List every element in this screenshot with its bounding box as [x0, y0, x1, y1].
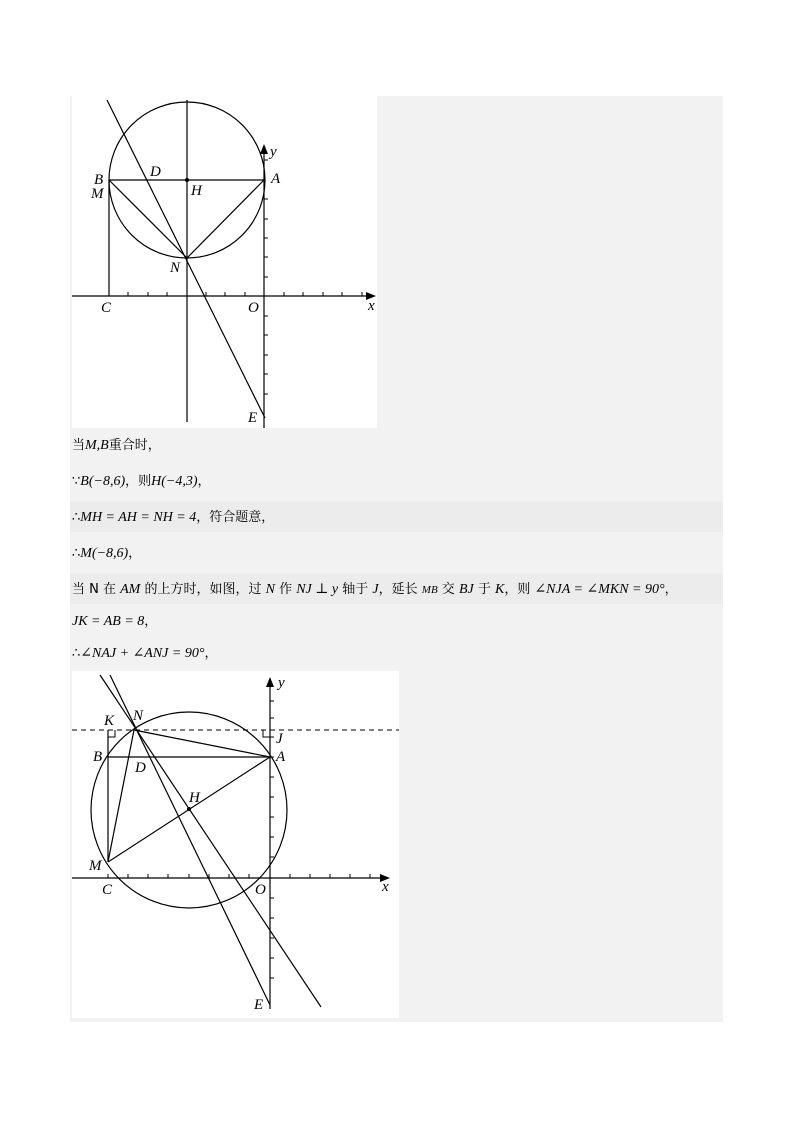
label-c: C	[102, 882, 113, 898]
y-axis-arrow	[260, 144, 268, 154]
text-line-6: JK = AB = 8，	[72, 614, 158, 629]
label-m: M	[89, 858, 102, 874]
label-h: H	[189, 790, 200, 806]
label-n: N	[170, 260, 181, 276]
y-axis-arrow	[266, 677, 274, 687]
label-o: O	[255, 882, 266, 898]
line-de	[110, 675, 270, 1005]
label-n: N	[133, 708, 144, 724]
label-m: M	[91, 186, 104, 202]
figure-2	[72, 671, 399, 1018]
line-nh	[100, 675, 321, 1007]
figure-2-diagram	[72, 671, 399, 1018]
label-a: A	[276, 749, 286, 765]
label-b: B	[93, 749, 103, 765]
figure-1-diagram	[72, 96, 377, 428]
right-angle-j	[263, 730, 270, 737]
label-b: B	[94, 172, 104, 188]
right-angle-k	[108, 730, 115, 737]
segment-bn	[109, 180, 187, 258]
label-o: O	[248, 300, 259, 316]
label-c: C	[101, 300, 112, 316]
label-x: x	[382, 879, 389, 895]
point-h	[187, 807, 191, 811]
text-line-5: 当 N 在 AM 的上方时，如图，过 N 作 NJ ⊥ y 轴于 J，延长 MB 交 BJ 于 K，则 ∠NJA = ∠MKN = 90°，	[70, 574, 723, 604]
label-e: E	[248, 410, 258, 426]
label-h: H	[191, 183, 202, 199]
label-y: y	[270, 144, 277, 160]
text-line-3: ∴MH = AH = NH = 4，符合题意，	[70, 502, 723, 532]
text-line-1: 当M,B重合时，	[72, 438, 161, 453]
label-e: E	[254, 997, 264, 1013]
label-x: x	[368, 298, 375, 314]
line-de	[107, 100, 265, 418]
label-d: D	[135, 760, 146, 776]
text-line-4: ∴M(−8,6)，	[72, 546, 142, 561]
segment-na	[134, 730, 270, 757]
text-line-2: ∵B(−8,6)，则H(−4,3)，	[72, 474, 211, 489]
label-a: A	[271, 171, 281, 187]
label-d: D	[150, 164, 161, 180]
label-j: J	[276, 731, 283, 747]
figure-1	[72, 96, 377, 428]
text-line-7: ∴∠NAJ + ∠ANJ = 90°，	[72, 646, 218, 661]
y-ticks	[264, 160, 268, 394]
label-y: y	[278, 675, 285, 691]
point-h	[185, 178, 189, 182]
label-k: K	[104, 713, 115, 729]
